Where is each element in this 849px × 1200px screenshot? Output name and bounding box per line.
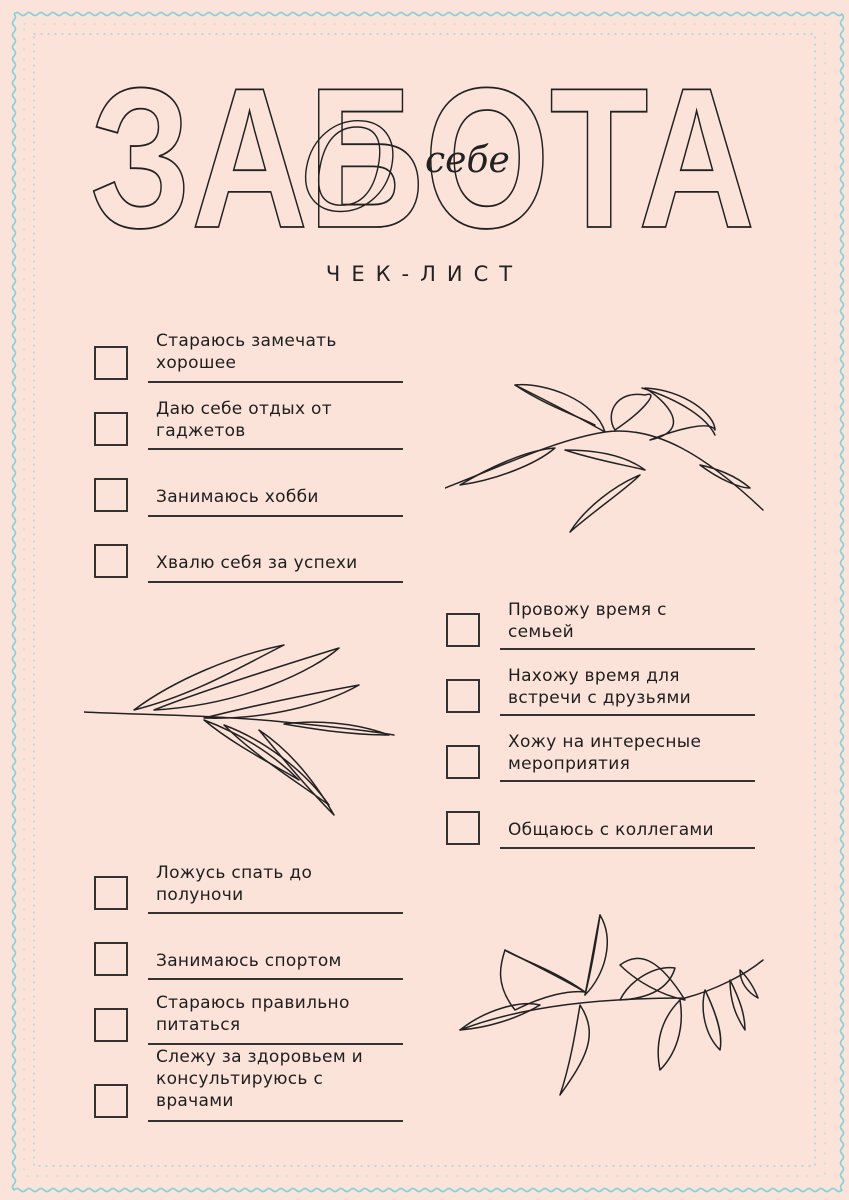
leaf-branch-icon — [84, 640, 414, 820]
underline — [148, 912, 403, 914]
checklist-item — [94, 392, 403, 452]
checklist-item — [446, 593, 755, 653]
item-label: врачами — [156, 1091, 234, 1111]
checklist-item — [94, 1046, 403, 1126]
checkbox[interactable] — [94, 1008, 128, 1042]
checklist-item — [94, 524, 403, 584]
item-label: семьей — [508, 622, 574, 642]
title-script-sebe: себе — [425, 140, 510, 181]
checkbox[interactable] — [94, 876, 128, 910]
checklist-item — [94, 326, 403, 386]
underline — [148, 581, 403, 583]
checkbox[interactable] — [94, 412, 128, 446]
item-label: Занимаюсь хобби — [156, 487, 319, 507]
checklist-item — [94, 988, 403, 1048]
underline — [500, 780, 755, 782]
checklist-item — [446, 659, 755, 719]
title-graphic — [80, 60, 780, 250]
checkbox[interactable] — [94, 478, 128, 512]
item-label: питаться — [156, 1015, 241, 1035]
underline — [148, 381, 403, 383]
title-script-o: О — [300, 100, 399, 239]
title-main: ЗАБОТА — [90, 60, 755, 250]
underline — [148, 978, 403, 980]
item-label: Нахожу время для — [508, 666, 680, 686]
item-label: Хвалю себя за успехи — [156, 553, 358, 573]
item-label: Занимаюсь спортом — [156, 951, 342, 971]
item-label: Даю себе отдых от — [156, 399, 332, 419]
underline — [148, 1043, 403, 1045]
item-label: мероприятия — [508, 754, 631, 774]
underline — [500, 847, 755, 849]
checklist-item — [446, 725, 755, 785]
checklist-item — [94, 458, 403, 518]
item-label: Провожу время с — [508, 600, 667, 620]
item-label: хорошее — [156, 353, 237, 373]
item-label: встречи с друзьями — [508, 688, 691, 708]
underline — [148, 515, 403, 517]
item-label: полуночи — [156, 885, 244, 905]
subtitle: ЧЕК-ЛИСТ — [325, 262, 524, 286]
item-label: Общаюсь с коллегами — [508, 820, 714, 840]
checkbox[interactable] — [94, 942, 128, 976]
item-label: Стараюсь замечать — [156, 331, 337, 351]
item-label: Стараюсь правильно — [156, 993, 350, 1013]
underline — [500, 714, 755, 716]
checkbox[interactable] — [94, 544, 128, 578]
checkbox[interactable] — [446, 679, 480, 713]
checklist-item — [94, 856, 403, 916]
item-label: консультируюсь с — [156, 1069, 324, 1089]
underline — [148, 448, 403, 450]
item-label: гаджетов — [156, 421, 246, 441]
checklist-item — [94, 922, 403, 982]
checklist-item — [446, 791, 755, 851]
leaf-branch-icon — [445, 370, 775, 540]
checkbox[interactable] — [446, 745, 480, 779]
underline — [500, 648, 755, 650]
item-label: Ложусь спать до — [156, 863, 313, 883]
checkbox[interactable] — [446, 613, 480, 647]
leaf-branch-icon — [455, 910, 775, 1100]
item-label: Слежу за здоровьем и — [156, 1047, 363, 1067]
checkbox[interactable] — [94, 1084, 128, 1118]
underline — [148, 1120, 403, 1122]
item-label: Хожу на интересные — [508, 732, 702, 752]
checkbox[interactable] — [446, 811, 480, 845]
checkbox[interactable] — [94, 346, 128, 380]
